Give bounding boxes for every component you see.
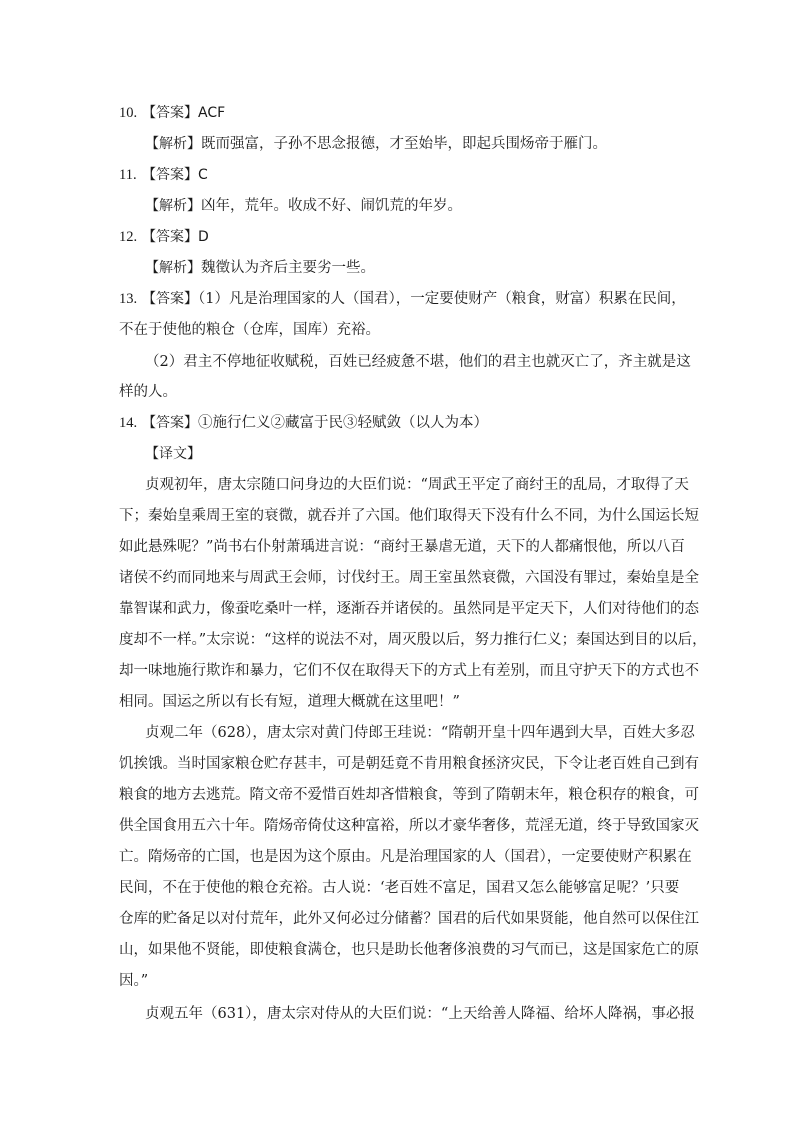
translation-line: 如此悬殊呢？”尚书右仆射萧瑀进言说：“商纣王暴虐无道，天下的人都痛恨他，所以八百 [119,539,685,555]
answer-value: ACF [198,105,226,121]
translation-line: 山，如果他不贤能，即使粮食满仓，也只是助长他奢侈浪费的习气而已，这是国家危亡的原 [119,942,699,958]
answer-value: D [198,229,209,245]
analysis-text: 凶年，荒年。收成不好、闹饥荒的年岁。 [201,198,462,214]
answer-line [142,103,225,123]
question-number: 10. [119,105,138,121]
translation-line: 诸侯不约而同地来与周武王会师，讨伐纣王。周王室虽然衰微，六国没有罪过，秦始皇是全 [119,570,699,586]
answer-text: ①施行仁义②藏富于民③轻赋敛（以人为本） [198,415,488,431]
question-number: 11. [119,167,137,183]
analysis-tag: 【解析】 [145,136,201,152]
answer-line [142,165,208,185]
translation-line: 靠智谋和武力，像蚕吃桑叶一样，逐渐吞并诸侯的。虽然同是平定天下，人们对待他们的态 [119,601,699,617]
answer-line [142,413,488,433]
question-number: 13. [119,291,138,307]
translation-line: 供全国食用五六十年。隋炀帝倚仗这种富裕，所以才豪华奢侈，荒淫无道，终于导致国家灭 [119,818,699,834]
analysis-line [145,196,462,216]
analysis-text: 魏徵认为齐后主要劣一些。 [201,260,375,276]
analysis-line [145,134,607,154]
translation-line: 下；秦始皇乘周王室的衰微，就吞并了六国。他们取得天下没有什么不同，为什么国运长短 [119,508,699,524]
translation-tag: 【译文】 [145,446,201,462]
translation-line: 贞观五年（631），唐太宗对侍从的大臣们说：“上天给善人降福、给坏人降祸，事必报 [145,1006,695,1022]
answer-continuation: 样的人。 [119,384,177,400]
analysis-tag: 【解析】 [145,260,201,276]
translation-line: 仓库的贮备足以对付荒年，此外又何必过分储蓄？国君的后代如果贤能，他自然可以保住江 [119,911,699,927]
answer-tag: 【答案】 [142,167,198,183]
question-number: 14. [119,415,138,431]
answer-line [142,289,686,309]
translation-line: 相同。国运之所以有长有短，道理大概就在这里吧！” [119,694,460,710]
translation-line: 亡。隋炀帝的亡国，也是因为这个原由。凡是治理国家的人（国君），一定要使财产积累在 [119,849,692,865]
answer-text: （2）君主不停地征收赋税，百姓已经疲惫不堪，他们的君主也就灭亡了，齐主就是这 [145,354,691,370]
answer-tag: 【答案】 [142,415,198,431]
analysis-line [145,258,375,278]
translation-line: 却一味地施行欺诈和暴力，它们不仅在取得天下的方式上有差别，而且守护天下的方式也不 [119,663,699,679]
answer-tag: 【答案】 [142,229,198,245]
translation-line: 粮食的地方去逃荒。隋文帝不爱惜百姓却吝惜粮食，等到了隋朝末年，粮仓积存的粮食，可 [119,787,699,803]
question-number: 12. [119,229,138,245]
answer-tag: 【答案】 [142,105,198,121]
translation-line: 饥挨饿。当时国家粮仓贮存甚丰，可是朝廷竟不肯用粮食拯济灾民，下令让老百姓自己到有 [119,756,699,772]
analysis-tag: 【解析】 [145,198,201,214]
translation-line: 度却不一样。”太宗说：“这样的说法不对，周灭殷以后，努力推行仁义；秦国达到目的以后， [119,632,707,648]
translation-line: 民间，不在于使他的粮仓充裕。古人说：‘老百姓不富足，国君又怎么能够富足呢？’只要 [119,880,680,896]
translation-line: 因。” [119,973,149,989]
analysis-text: 既而强富，子孙不思念报德，才至始毕，即起兵围炀帝于雁门。 [201,136,607,152]
translation-line: 贞观二年（628），唐太宗对黄门侍郎王珪说：“隋朝开皇十四年遇到大旱，百姓大多忍 [145,725,695,741]
answer-line [142,227,209,247]
translation-line: 贞观初年，唐太宗随口问身边的大臣们说：“周武王平定了商纣王的乱局，才取得了天 [145,477,689,493]
answer-continuation: 不在于使他的粮仓（仓库，国库）充裕。 [119,322,380,338]
answer-value: C [198,167,208,183]
answer-text: （1）凡是治理国家的人（国君），一定要使财产（粮食，财富）积累在民间， [198,291,686,307]
answer-tag: 【答案】 [142,291,198,307]
